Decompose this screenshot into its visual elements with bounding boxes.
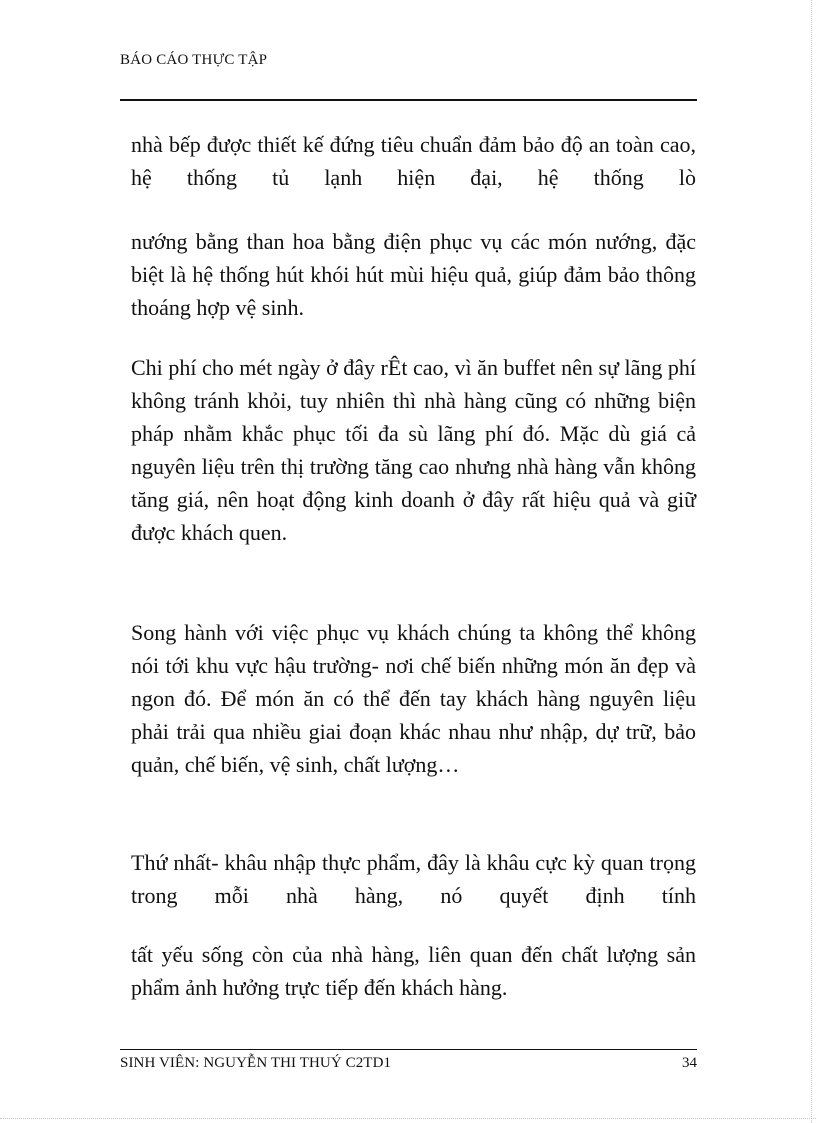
paragraph-1: nhà bếp được thiết kế đứng tiêu chuẩn đảm bảo độ an toàn cao, hệ thống tủ lạnh hiện đại, hệ thống lò: [131, 132, 696, 190]
paragraph-4: Song hành với việc phục vụ khách chúng ta không thể không nói tới khu vực hậu trường- nơi chế biến những món ăn đẹp và ngon đó. Để món ăn có thể đến tay khách hàng nguyên liệu phải trải qua nhiều giai đoạn khác nhau như nhập, dự trữ, bảo quản, chế biến, vệ sinh, chất lượng…: [131, 620, 696, 777]
footer-rule: [120, 1049, 697, 1050]
page-edge-bottom: [0, 1118, 816, 1119]
footer-student-name: SINH VIÊN: NGUYỄN THI THUÝ C2TD1: [120, 1055, 392, 1071]
paragraph-3: Chi phí cho mét ngày ở đây rÊt cao, vì ăn buffet nên sự lãng phí không tránh khỏi, tuy nhiên thì nhà hàng cũng có những biện pháp nhằm khắc phục tối đa sù lãng phí đó. Mặc dù giá cả nguyên liệu trên thị trường tăng cao nhưng nhà hàng vẫn không tăng giá, nên hoạt động kinh doanh ở đây rất hiệu quả và giữ được khách quen.: [131, 355, 696, 545]
paragraph-5: Thứ nhất- khâu nhập thực phẩm, đây là khâu cực kỳ quan trọng trong mỗi nhà hàng, nó quyết định tính: [131, 850, 696, 908]
page-edge-right: [811, 0, 812, 1123]
page-number: 34: [682, 1055, 697, 1071]
header-title: BÁO CÁO THỰC TẬP: [120, 52, 268, 68]
header-rule: [120, 99, 697, 101]
paragraph-2: nướng bằng than hoa bằng điện phục vụ các món nướng, đặc biệt là hệ thống hút khói hút mùi hiệu quả, giúp đảm bảo thông thoáng hợp vệ sinh.: [131, 229, 696, 320]
paragraph-6: tất yếu sống còn của nhà hàng, liên quan đến chất lượng sản phẩm ảnh hưởng trực tiếp đến khách hàng.: [131, 942, 696, 1000]
